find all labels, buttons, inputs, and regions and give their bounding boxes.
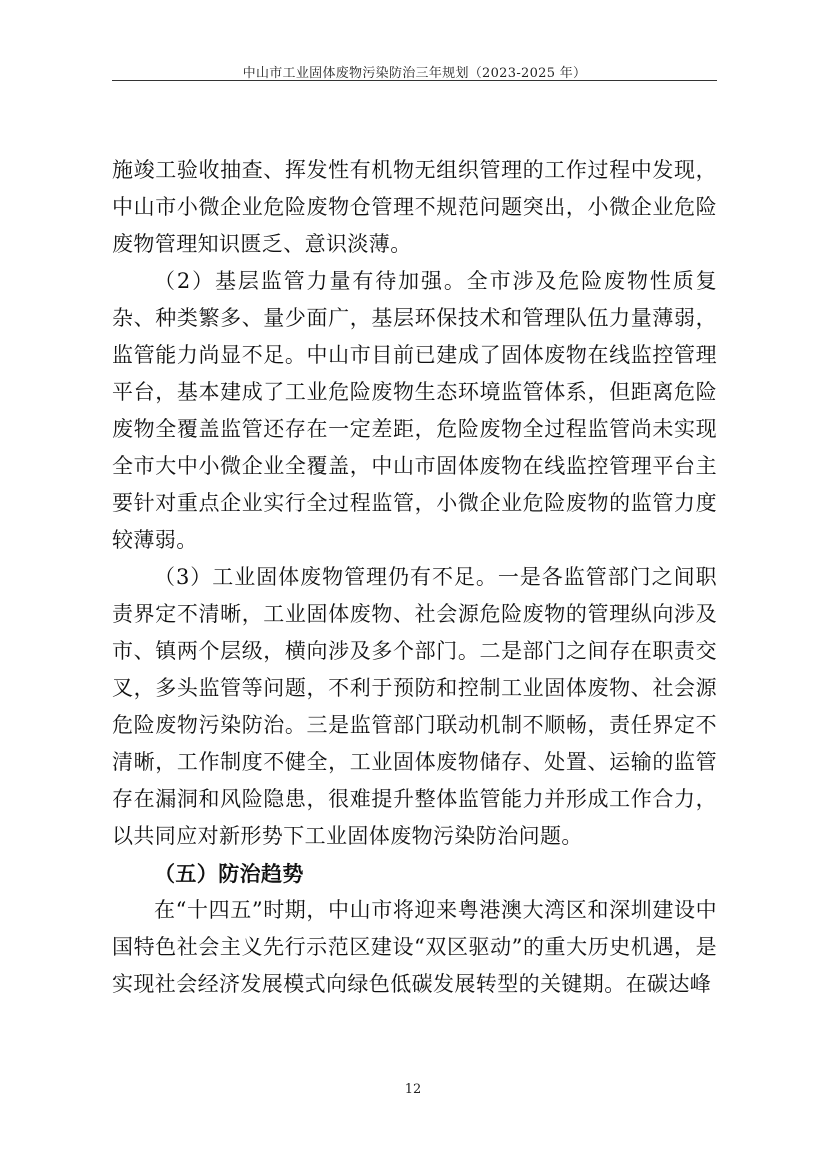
section-heading-trend: （五）防治趋势 [154,861,304,886]
document-body [112,152,717,1003]
page-number: 12 [404,1082,422,1097]
header-divider [112,80,717,81]
paragraph-grassroots-supervision: （2）基层监管力量有待加强。全市涉及危险废物性质复杂、种类繁多、量少面广，基层环保技术和管理队伍力量薄弱，监管能力尚显不足。中山市目前已建成了固体废物在线监控管理平台，基本建成了工业危险废物生态环境监管体系，但距离危险废物全覆盖监管还存在一定差距，危险废物全过程监管尚未实现全市大中小微企业全覆盖，中山市固体废物在线监控管理平台主要针对重点企业实行全过程监管，小微企业危险废物的监管力度较薄弱。 [112,269,717,552]
paragraph-trend: 在“十四五”时期，中山市将迎来粤港澳大湾区和深圳建设中国特色社会主义先行示范区建设“双区驱动”的重大历史机遇，是实现社会经济发展模式向绿色低碳发展转型的关键期。在碳达峰 [112,898,717,996]
paragraph-continuation: 施竣工验收抽查、挥发性有机物无组织管理的工作过程中发现，中山市小微企业危险废物仓管理不规范问题突出，小微企业危险废物管理知识匮乏、意识淡薄。 [112,158,717,256]
paragraph-management-deficiency: （3）工业固体废物管理仍有不足。一是各监管部门之间职责界定不清晰，工业固体废物、社会源危险废物的管理纵向涉及市、镇两个层级，横向涉及多个部门。二是部门之间存在职责交叉，多头监管等问题，不利于预防和控制工业固体废物、社会源危险废物污染防治。三是监管部门联动机制不顺畅，责任界定不清晰，工作制度不健全，工业固体废物储存、处置、运输的监管存在漏洞和风险隐患，很难提升整体监管能力并形成工作合力，以共同应对新形势下工业固体废物污染防治问题。 [112,565,717,848]
page-header-title: 中山市工业固体废物污染防治三年规划（2023-2025 年） [242,66,587,81]
